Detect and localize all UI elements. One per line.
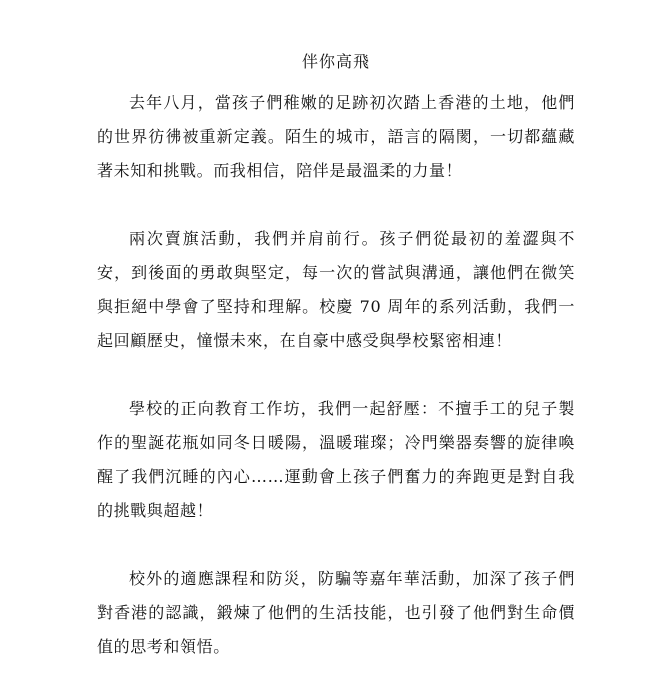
paragraph-spacer [97,188,575,222]
paragraph-arrival: 去年八月，當孩子們稚嫩的足跡初次踏上香港的土地，他們的世界彷彿被重新定義。陌生的城市，語言的隔閡，一切都蘊藏著未知和挑戰。而我相信，陪伴是最溫柔的力量！ [97,93,575,180]
paragraph-outdoor: 校外的適應課程和防災，防騙等嘉年華活動，加深了孩子們對香港的認識，鍛煉了他們的生活技能，也引發了他們對生命價值的思考和領悟。 [97,569,575,656]
paragraph-spacer [97,358,575,392]
paragraph-spacer [97,528,575,562]
paragraph-flag-day: 兩次賣旗活動，我們并肩前行。孩子們從最初的羞澀與不安，到後面的勇敢與堅定，每一次的嘗試與溝通，讓他們在微笑與拒絕中學會了堅持和理解。校慶 70 周年的系列活動，我們一起回顧歷史，憧憬未來，在自豪中感受與學校緊密相連！ [97,229,575,350]
paragraph-workshop: 學校的正向教育工作坊，我們一起舒壓：不擅手工的兒子製作的聖誕花瓶如同冬日暖陽，溫暖璀璨；冷門樂器奏響的旋律喚醒了我們沉睡的內心……運動會上孩子們奮力的奔跑更是對自我的挑戰與超越！ [97,399,575,520]
document-title: 伴你高飛 [301,52,370,71]
